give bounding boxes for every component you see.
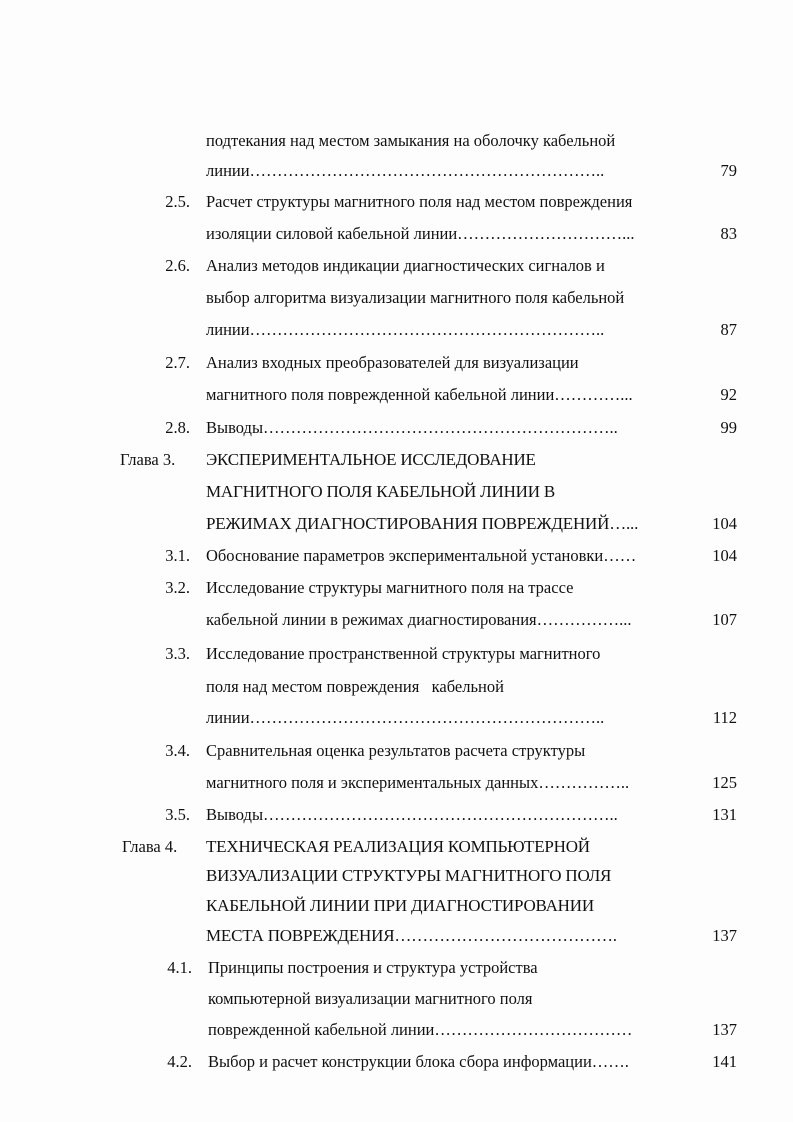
toc-page-number: 125 (712, 773, 737, 792)
toc-section-number: 3.4. (165, 741, 190, 760)
toc-chapter-title-line: ЭКСПЕРИМЕНТАЛЬНОЕ ИССЛЕДОВАНИЕ (206, 450, 536, 469)
toc-page-number: 137 (712, 926, 737, 945)
toc-line: кабельной линии в режимах диагностирования……………... (206, 610, 632, 629)
toc-section-number: 2.5. (165, 192, 190, 211)
toc-chapter-title-line: РЕЖИМАХ ДИАГНОСТИРОВАНИЯ ПОВРЕЖДЕНИЙ…... (206, 514, 639, 533)
toc-line: линии……………………………………………………….. (206, 161, 605, 180)
toc-line: Анализ входных преобразователей для визуализации (206, 353, 579, 372)
toc-section-number: 4.2. (167, 1052, 192, 1071)
toc-page-number: 112 (712, 708, 737, 727)
toc-page-number: 141 (712, 1052, 737, 1071)
toc-line: магнитного поля и экспериментальных данных…………….. (206, 773, 630, 792)
toc-line: поврежденной кабельной линии……………………………… (208, 1020, 633, 1039)
toc-line: подтекания над местом замыкания на оболочку кабельной (206, 131, 616, 150)
toc-section-number: 3.5. (165, 805, 190, 824)
toc-line: Анализ методов индикации диагностических сигналов и (206, 256, 605, 275)
toc-section-number: 3.2. (165, 578, 190, 597)
toc-line: Принципы построения и структура устройства (208, 958, 538, 977)
toc-line: Выводы……………………………………………………….. (206, 805, 618, 824)
toc-chapter-title-line: ВИЗУАЛИЗАЦИИ СТРУКТУРЫ МАГНИТНОГО ПОЛЯ (206, 866, 612, 885)
toc-page-number: 104 (712, 514, 737, 533)
toc-line: Сравнительная оценка результатов расчета структуры (206, 741, 586, 760)
toc-section-number: 3.1. (165, 546, 190, 565)
toc-page-number: 92 (720, 385, 737, 404)
toc-line: Обоснование параметров экспериментальной установки…… (206, 546, 637, 565)
toc-line: Выводы……………………………………………………….. (206, 418, 618, 437)
toc-chapter-title-line: МЕСТА ПОВРЕЖДЕНИЯ…………………………………. (206, 926, 617, 945)
toc-line: поля над местом повреждения кабельной (206, 677, 504, 696)
toc-line: магнитного поля поврежденной кабельной линии…………... (206, 385, 633, 404)
toc-chapter-title-line: МАГНИТНОГО ПОЛЯ КАБЕЛЬНОЙ ЛИНИИ В (206, 482, 556, 501)
toc-page-number: 87 (720, 320, 737, 339)
toc-section-number: 3.3. (165, 644, 190, 663)
toc-chapter-number: Глава 3. (120, 450, 176, 469)
toc-page-number: 99 (720, 418, 737, 437)
toc-section-number: 2.6. (165, 256, 190, 275)
toc-line: линии……………………………………………………….. (206, 320, 605, 339)
toc-line: выбор алгоритма визуализации магнитного поля кабельной (206, 288, 625, 307)
toc-line: изоляции силовой кабельной линии…………………………... (206, 224, 635, 243)
toc-section-number: 2.8. (165, 418, 190, 437)
toc-line: Выбор и расчет конструкции блока сбора информации……. (208, 1052, 629, 1071)
toc-page-number: 79 (720, 161, 737, 180)
toc-chapter-title-line: КАБЕЛЬНОЙ ЛИНИИ ПРИ ДИАГНОСТИРОВАНИИ (206, 896, 594, 915)
toc-line: Расчет структуры магнитного поля над местом повреждения (206, 192, 633, 211)
toc-page-number: 83 (720, 224, 737, 243)
toc-line: линии……………………………………………………….. (206, 708, 605, 727)
toc-line: компьютерной визуализации магнитного поля (208, 989, 533, 1008)
toc-line: Исследование структуры магнитного поля на трассе (206, 578, 574, 597)
toc-chapter-title-line: ТЕХНИЧЕСКАЯ РЕАЛИЗАЦИЯ КОМПЬЮТЕРНОЙ (206, 837, 590, 856)
toc-page-number: 137 (712, 1020, 737, 1039)
toc-page-number: 104 (712, 546, 737, 565)
toc-section-number: 2.7. (165, 353, 190, 372)
toc-page-number: 131 (712, 805, 737, 824)
toc-page-number: 107 (712, 610, 737, 629)
toc-chapter-number: Глава 4. (122, 837, 178, 856)
toc-section-number: 4.1. (167, 958, 192, 977)
toc-line: Исследование пространственной структуры магнитного (206, 644, 601, 663)
